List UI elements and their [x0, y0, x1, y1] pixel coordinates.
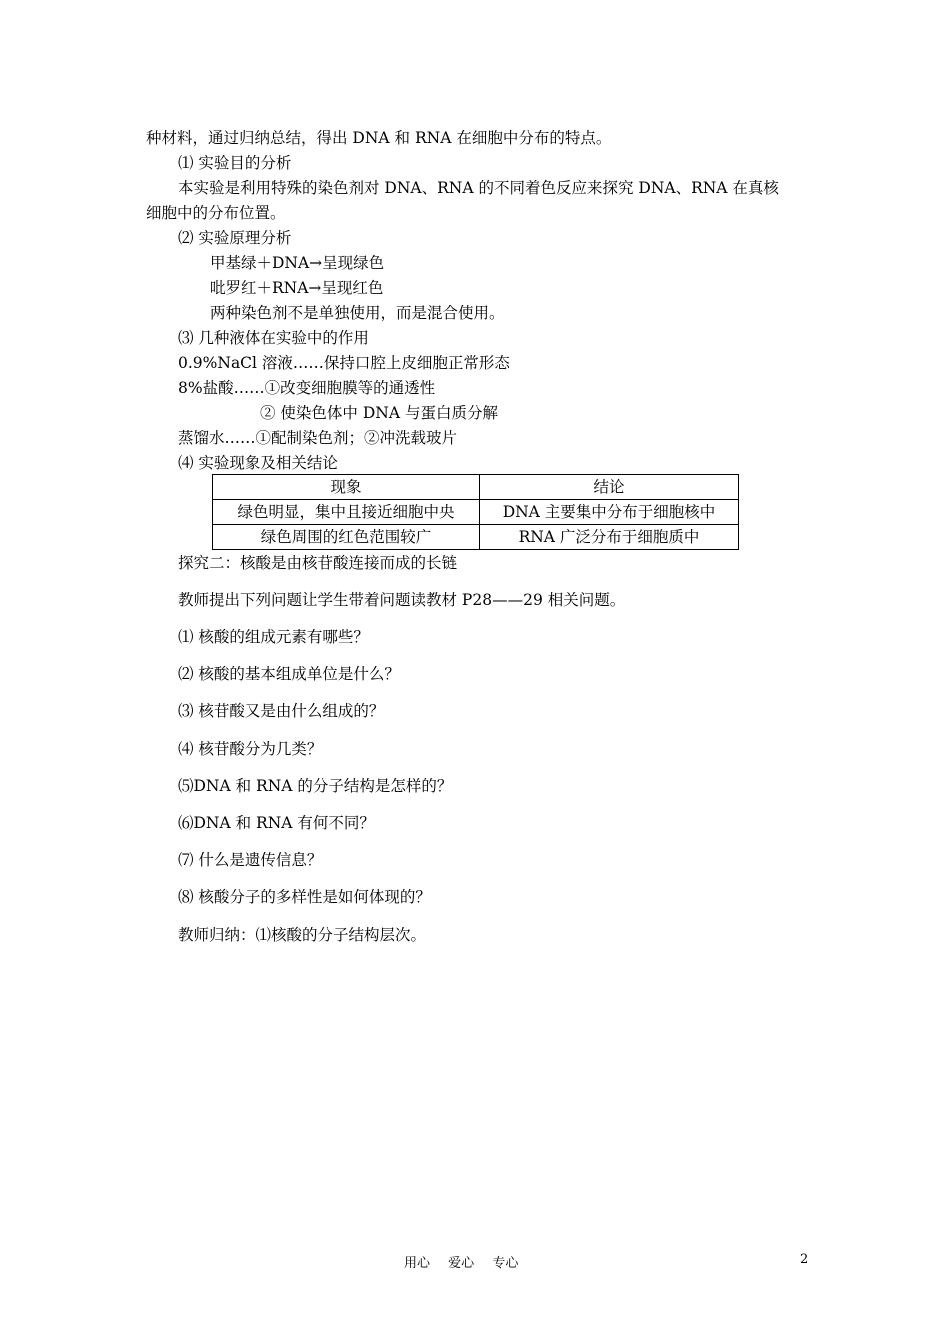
results-table	[212, 474, 739, 550]
table-cell: 绿色周围的红色范围较广	[213, 525, 480, 550]
table-header-row	[213, 475, 739, 500]
question-item: ⑵ 核酸的基本组成单位是什么？	[178, 665, 400, 683]
paragraph-line: 0.9%NaCl 溶液……保持口腔上皮细胞正常形态	[178, 354, 510, 372]
question-item: ⑷ 核苷酸分为几类？	[178, 740, 323, 758]
table-header-cell: 结论	[480, 475, 739, 500]
section-heading: ⑵ 实验原理分析	[178, 229, 292, 247]
paragraph-line: ② 使染色体中 DNA 与蛋白质分解	[260, 404, 498, 422]
question-item: ⑹DNA 和 RNA 有何不同？	[178, 814, 375, 832]
paragraph-line: 本实验是利用特殊的染色剂对 DNA、RNA 的不同着色反应来探究 DNA、RNA 在真核	[178, 179, 779, 197]
question-item: ⑻ 核酸分子的多样性是如何体现的？	[178, 888, 431, 906]
page-footer	[404, 1252, 532, 1271]
section-heading: 探究二：核酸是由核苷酸连接而成的长链	[178, 554, 458, 572]
question-item: ⑴ 核酸的组成元素有哪些？	[178, 628, 369, 646]
footer-item: 专心	[492, 1256, 519, 1271]
paragraph-line: 8%盐酸……①改变细胞膜等的通透性	[178, 379, 436, 397]
paragraph-line: 种材料，通过归纳总结，得出 DNA 和 RNA 在细胞中分布的特点。	[146, 129, 612, 147]
footer-item: 爱心	[448, 1256, 475, 1271]
question-item: ⑺ 什么是遗传信息？	[178, 851, 323, 869]
principle-line: 吡罗红＋RNA→呈现红色	[210, 279, 384, 297]
paragraph-line: 细胞中的分布位置。	[146, 204, 286, 222]
table-cell: RNA 广泛分布于细胞质中	[480, 525, 739, 550]
principle-line: 两种染色剂不是单独使用，而是混合使用。	[210, 304, 505, 322]
paragraph-line: 教师提出下列问题让学生带着问题读教材 P28——29 相关问题。	[178, 591, 626, 609]
question-item: ⑸DNA 和 RNA 的分子结构是怎样的？	[178, 777, 453, 795]
principle-line: 甲基绿＋DNA→呈现绿色	[210, 254, 385, 272]
question-item: ⑶ 核苷酸又是由什么组成的？	[178, 702, 385, 720]
table-header-cell: 现象	[213, 475, 480, 500]
table-row	[213, 500, 739, 525]
section-heading: ⑴ 实验目的分析	[178, 154, 292, 172]
paragraph-line: 蒸馏水……①配制染色剂；②冲洗载玻片	[178, 429, 458, 447]
section-heading: ⑷ 实验现象及相关结论	[178, 454, 338, 472]
table-cell: DNA 主要集中分布于细胞核中	[480, 500, 739, 525]
footer-item: 用心	[404, 1256, 431, 1271]
section-heading: ⑶ 几种液体在实验中的作用	[178, 329, 369, 347]
page-number: 2	[800, 1252, 809, 1267]
table-cell: 绿色明显，集中且接近细胞中央	[213, 500, 480, 525]
paragraph-line: 教师归纳：⑴核酸的分子结构层次。	[178, 926, 427, 944]
table-row	[213, 525, 739, 550]
